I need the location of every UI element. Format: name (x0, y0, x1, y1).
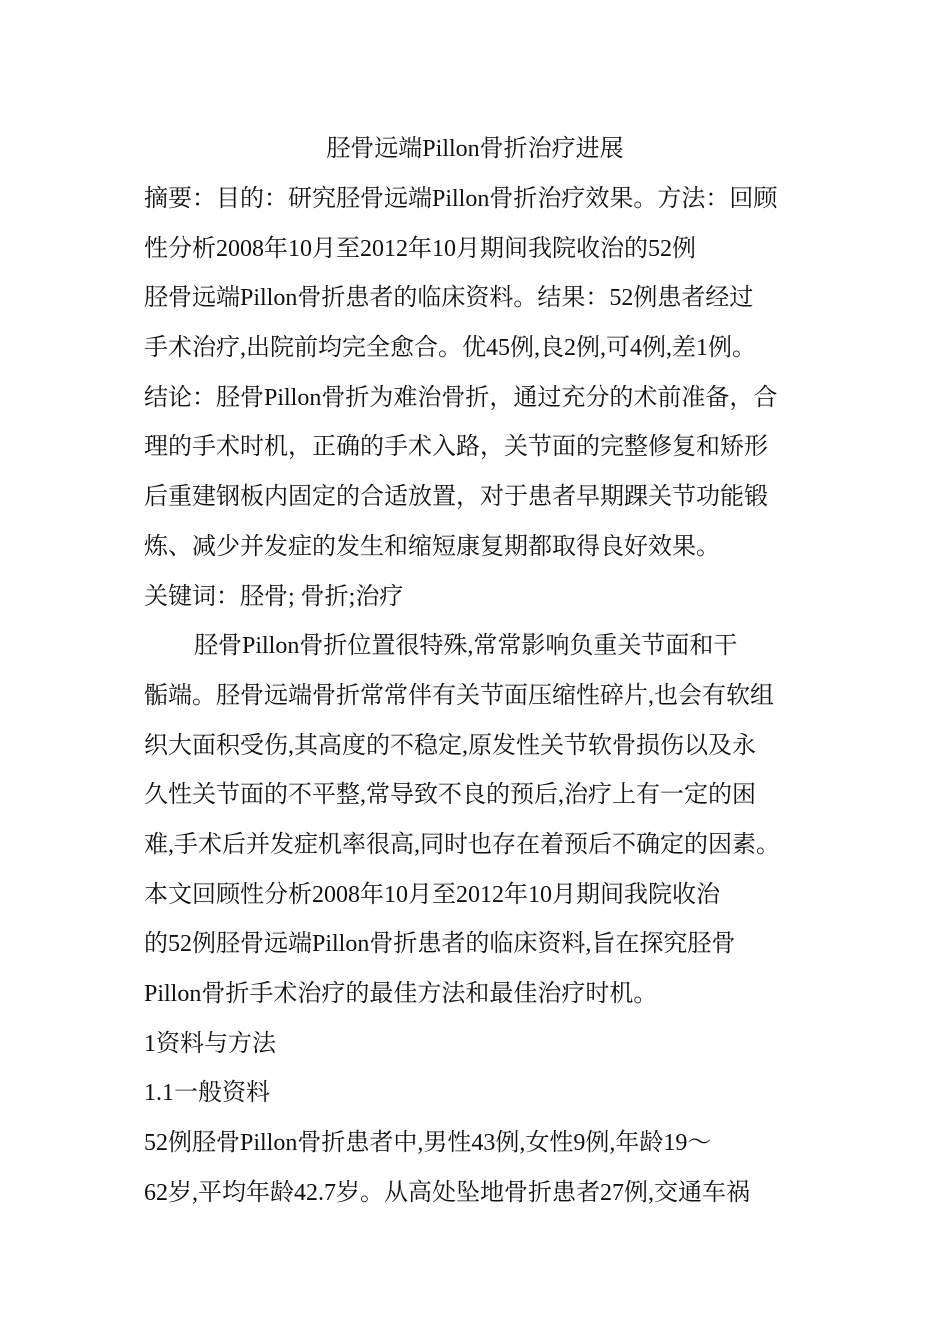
intro-line: 久性关节面的不平整,常导致不良的预后,治疗上有一定的困 (144, 782, 756, 809)
abstract-line: 手术治疗,出院前均完全愈合。优45例,良2例,可4例,差1例。 (144, 335, 756, 362)
abstract-line: 胫骨远端Pillon骨折患者的临床资料。结果：52例患者经过 (144, 285, 754, 312)
general-info-line: 52例胫骨Pillon骨折患者中,男性43例,女性9例,年龄19～ (144, 1130, 712, 1157)
document-title: 胫骨远端Pillon骨折治疗进展 (326, 136, 624, 162)
subsection-heading: 1.1一般资料 (144, 1080, 270, 1107)
intro-line: Pillon骨折手术治疗的最佳方法和最佳治疗时机。 (144, 981, 658, 1007)
abstract-line: 摘要：目的：研究胫骨远端Pillon骨折治疗效果。方法：回顾 (144, 186, 778, 212)
general-info-paragraph (144, 1125, 834, 1224)
abstract-line: 结论：胫骨Pillon骨折为难治骨折，通过充分的术前准备，合 (144, 384, 778, 411)
intro-line: 织大面积受伤,其高度的不稳定,原发性关节软骨损伤以及永 (144, 732, 756, 759)
intro-line: 胫骨Pillon骨折位置很特殊,常常影响负重关节面和干 (194, 633, 738, 660)
intro-paragraph (144, 628, 834, 1026)
intro-line: 的52例胫骨远端Pillon骨折患者的临床资料,旨在探究胫骨 (144, 931, 736, 958)
intro-line: 难,手术后并发症机率很高,同时也存在着预后不确定的因素。 (144, 831, 780, 858)
abstract-line: 性分析2008年10月至2012年10月期间我院收治的52例 (144, 235, 696, 262)
section-heading: 1资料与方法 (144, 1030, 276, 1057)
abstract-line: 理的手术时机，正确的手术入路，关节面的完整修复和矫形 (144, 434, 768, 461)
abstract-line: 后重建钢板内固定的合适放置，对于患者早期踝关节功能锻 (144, 484, 768, 511)
general-info-line: 62岁,平均年龄42.7岁。从高处坠地骨折患者27例,交通车祸 (144, 1179, 750, 1206)
abstract-paragraph (144, 181, 834, 579)
intro-line: 骺端。胫骨远端骨折常常伴有关节面压缩性碎片,也会有软组 (144, 682, 774, 709)
intro-line: 本文回顾性分析2008年10月至2012年10月期间我院收治 (144, 881, 720, 908)
document-body (144, 181, 834, 1224)
abstract-line: 炼、减少并发症的发生和缩短康复期都取得良好效果。 (144, 533, 720, 560)
keywords-line: 关键词：胫骨; 骨折;治疗 (144, 583, 404, 610)
